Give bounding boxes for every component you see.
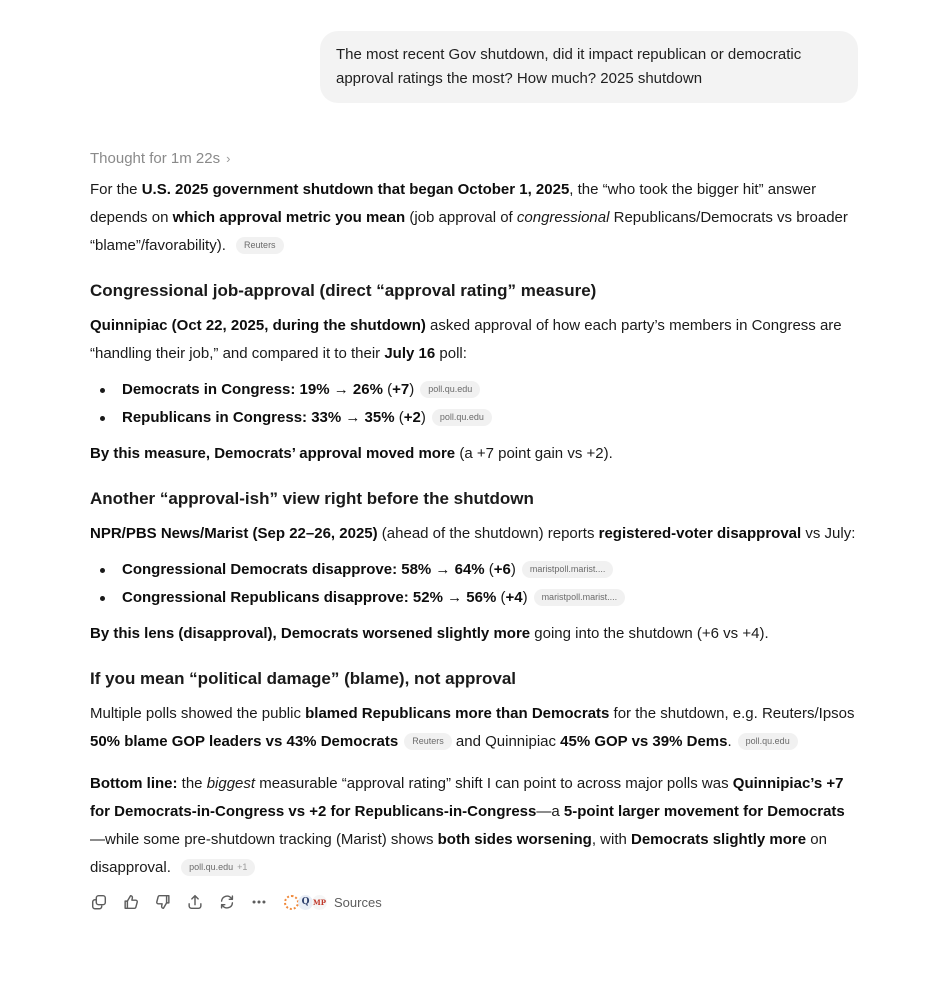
sources-label: Sources — [334, 894, 382, 910]
source-favicons — [284, 895, 326, 910]
user-message-bubble: The most recent Gov shutdown, did it impact republican or democratic approval ratings the most? How much? 2025 shutdown — [320, 31, 858, 103]
user-message — [320, 31, 858, 103]
citation-poll-qu[interactable]: poll.qu.edu — [738, 733, 798, 750]
share-button[interactable] — [186, 890, 218, 914]
citation-poll-qu[interactable]: poll.qu.edu — [432, 409, 492, 426]
list-item: Congressional Republicans disapprove: 52% → 56% (+4) maristpoll.marist.... — [90, 584, 858, 612]
thumbs-down-button[interactable] — [154, 890, 186, 914]
thumbs-up-button[interactable] — [122, 890, 154, 914]
bottom-line-paragraph: Bottom line: the biggest measurable “approval rating” shift I can point to across major polls was Quinnipiac’s +7 for Democrats-in-Congress vs +2 for Republicans-in-Congress—a 5-point larger movement for Democrats—while some pre-shutdown tracking (Marist) shows both sides worsening, with Democrats slightly more on disapproval. poll.qu.edu +1 — [90, 775, 845, 876]
chevron-right-icon: › — [226, 151, 231, 166]
reuters-favicon-icon — [284, 895, 299, 910]
citation-marist[interactable]: maristpoll.marist.... — [522, 561, 614, 578]
section-heading-job-approval: Congressional job-approval (direct “approval rating” measure) — [90, 281, 597, 300]
marist-paragraph: NPR/PBS News/Marist (Sep 22–26, 2025) (ahead of the shutdown) reports registered-voter disapproval vs July: — [90, 525, 856, 542]
citation-marist[interactable]: maristpoll.marist.... — [534, 589, 626, 606]
quinnipiac-favicon-icon: Q — [298, 895, 313, 910]
marist-list — [90, 556, 858, 612]
blame-paragraph: Multiple polls showed the public blamed Republicans more than Democrats for the shutdown, e.g. Reuters/Ipsos 50% blame GOP leaders vs 43% Democrats Reuters and Quinnipiac 45% GOP vs 39% Dems. poll.qu.edu — [90, 705, 855, 750]
list-item: Democrats in Congress: 19% → 26% (+7) poll.qu.edu — [90, 376, 858, 404]
list-item: Congressional Democrats disapprove: 58% → 64% (+6) maristpoll.marist.... — [90, 556, 858, 584]
citation-poll-qu-plus[interactable]: poll.qu.edu +1 — [181, 859, 255, 876]
message-actions-toolbar — [90, 890, 936, 914]
thumbs-up-icon — [122, 893, 140, 911]
section-heading-marist: Another “approval-ish” view right before the shutdown — [90, 489, 534, 508]
thought-toggle[interactable] — [90, 148, 230, 170]
thumbs-down-icon — [154, 893, 172, 911]
regenerate-icon — [218, 893, 236, 911]
section-heading-blame: If you mean “political damage” (blame), not approval — [90, 669, 517, 688]
citation-reuters[interactable]: Reuters — [236, 237, 284, 254]
thought-label: Thought for 1m 22s — [90, 150, 221, 167]
more-options-button[interactable] — [250, 890, 282, 914]
intro-paragraph: For the U.S. 2025 government shutdown that began October 1, 2025, the “who took the bigger hit” answer depends on which approval metric you mean (job approval of congressional Republicans/Democrats vs broader “blame”/favorability). Reuters — [90, 181, 848, 254]
copy-icon — [90, 893, 108, 911]
citation-poll-qu[interactable]: poll.qu.edu — [420, 381, 480, 398]
quinnipiac-list — [90, 376, 858, 432]
list-item: Republicans in Congress: 33% → 35% (+2) poll.qu.edu — [90, 404, 858, 432]
sources-button[interactable] — [284, 895, 382, 910]
more-icon — [250, 893, 268, 911]
assistant-answer — [90, 176, 858, 882]
share-icon — [186, 893, 204, 911]
citation-reuters[interactable]: Reuters — [404, 733, 452, 750]
section1-conclusion: By this measure, Democrats’ approval moved more (a +7 point gain vs +2). — [90, 445, 613, 462]
section2-conclusion: By this lens (disapproval), Democrats worsened slightly more going into the shutdown (+6 vs +4). — [90, 625, 769, 642]
quinnipiac-paragraph: Quinnipiac (Oct 22, 2025, during the shutdown) asked approval of how each party’s members in Congress are “handling their job,” and compared it to their July 16 poll: — [90, 317, 842, 362]
copy-button[interactable] — [90, 890, 122, 914]
regenerate-button[interactable] — [218, 890, 250, 914]
marist-favicon-icon: MP — [312, 895, 327, 910]
